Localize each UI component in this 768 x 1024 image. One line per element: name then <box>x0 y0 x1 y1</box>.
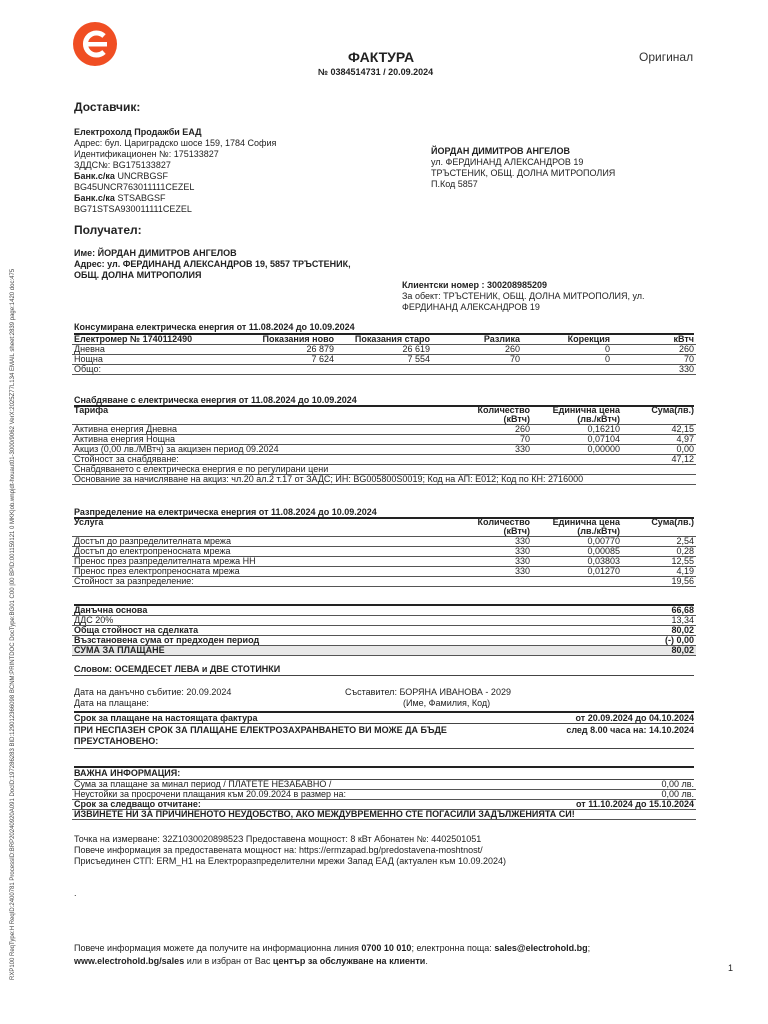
recipient-name: Име: ЙОРДАН ДИМИТРОВ АНГЕЛОВ <box>74 248 237 258</box>
distribution-table <box>72 518 696 587</box>
col-tariff: Тарифа <box>74 406 109 415</box>
author-note: (Име, Фамилия, Код) <box>403 698 491 708</box>
cell: 19,56 <box>671 576 694 586</box>
email-link[interactable]: sales@electrohold.bg <box>494 943 588 953</box>
col-sum: Сума(лв.) <box>651 518 694 527</box>
amount-due-value: 80,02 <box>671 645 694 655</box>
cell: Стойност за снабдяване: <box>74 454 179 464</box>
rule <box>74 675 694 676</box>
cell: 0 <box>604 344 610 354</box>
deadline-label: Срок за плащане на настоящата фактура <box>74 713 258 723</box>
cell: Нощна <box>74 354 103 364</box>
table-row <box>72 790 696 800</box>
tax-event-date: Дата на данъчно събитие: 20.09.2024 <box>74 687 232 697</box>
supplier-block <box>74 127 374 215</box>
author-block <box>345 687 511 709</box>
col-kwh: кВтч <box>673 335 694 344</box>
table-row <box>72 557 696 567</box>
cell: Общо: <box>74 364 101 374</box>
cell: 12,55 <box>671 556 694 566</box>
meter-info <box>74 834 506 867</box>
col-sum: Сума(лв.) <box>651 406 694 415</box>
cell: 0,28 <box>676 546 694 556</box>
cell: Достъп до разпределителната мрежа <box>74 536 231 546</box>
supply-note: Снабдяването с електрическа енергия е по регулирани цени <box>74 464 329 474</box>
cell: Активна енергия Дневна <box>74 424 177 434</box>
tax-base-label: Данъчна основа <box>74 606 148 615</box>
supplier-address: Адрес: бул. Цариградско шосе 159, 1784 София <box>74 138 277 148</box>
vat-value: 13,34 <box>671 615 694 625</box>
cell: Пренос през електропреносната мрежа <box>74 566 240 576</box>
supply-title: Снабдяване с електрическа енергия от 11.08.2024 до 10.09.2024 <box>74 395 357 405</box>
past-due-label: Сума за плащане за минал период / ПЛАТЕТЕ НЕЗАБАВНО / <box>74 780 332 789</box>
page-number: 1 <box>728 963 734 973</box>
cell: 0,00770 <box>587 536 620 546</box>
payment-date: Дата на плащане: <box>74 698 149 708</box>
client-block <box>402 280 645 313</box>
next-reading-label: Срок за следващо отчитане: <box>74 799 201 809</box>
cell: Достъп до електропреносната мрежа <box>74 546 231 556</box>
grid-connection: Присъединен СТП: ERM_H1 на Електроразпределителни мрежи Запад ЕАД (актуален към 10.09.2024) <box>74 856 506 866</box>
table-row <box>72 800 696 810</box>
addressee-block <box>431 146 615 190</box>
supply-table <box>72 406 696 485</box>
important-table <box>72 780 696 820</box>
table-row <box>72 606 696 616</box>
cell: 70 <box>519 434 530 444</box>
supplier-vat: ЗДДС№: BG175133827 <box>74 160 171 170</box>
deadline-value: от 20.09.2024 до 04.10.2024 <box>575 713 694 723</box>
website-link[interactable]: www.electrohold.bg/sales <box>74 956 185 966</box>
col-service: Услуга <box>74 518 104 527</box>
cell: 26 879 <box>306 344 334 354</box>
side-tracking-code: RXP100 ReqType:H ReqID:2400781 ProcessID:BRP20240920A091 DocID:197286283 BID:129012366098 BCNM:PRINTDOC DocType:BG01 C00 |00 BPID:001159121 0 MKK|ob.wnp|dt-houaut01-3000/9062 VerX:2025Z77L134 EMAIL sheet:2839 page:1420 doc:475 <box>10 268 16 980</box>
amount-in-words: Словом: ОСЕМДЕСЕТ ЛЕВА и ДВЕ СТОТИНКИ <box>74 664 281 674</box>
cell: 330 <box>514 444 530 454</box>
cell: 70 <box>683 354 694 364</box>
table-row <box>72 445 696 455</box>
cell: Активна енергия Нощна <box>74 434 176 444</box>
supplier-heading: Доставчик: <box>74 100 141 114</box>
table-row <box>72 537 696 547</box>
hotline-number: 0700 10 010 <box>361 943 412 953</box>
rule <box>74 748 694 749</box>
cell: 330 <box>678 364 694 374</box>
table-row <box>72 465 696 475</box>
col-unit-price: Единична цена (лв./кВтч) <box>552 406 620 424</box>
col-correction: Корекция <box>567 335 610 344</box>
cell: 0,00000 <box>587 444 620 454</box>
cell: 0 <box>604 354 610 364</box>
cell: 47,12 <box>671 454 694 464</box>
power-info-link: Повече информация за предоставената мощност на: https://ermzapad.bg/predostavena-moshtnost/ <box>74 845 483 855</box>
rule <box>74 723 694 724</box>
deal-total-label: Обща стойност на сделката <box>74 625 199 635</box>
dot-mark: . <box>74 888 77 898</box>
cell: Стойност за разпределение: <box>74 576 194 586</box>
cell: 4,19 <box>676 566 694 576</box>
cell: 7 624 <box>311 354 334 364</box>
dates-block <box>74 687 231 709</box>
supplier-iban1: BG45UNCR763011111CEZEL <box>74 182 195 192</box>
electrohold-logo <box>73 22 117 66</box>
cell: 4,97 <box>676 434 694 444</box>
table-row <box>72 567 696 577</box>
col-new: Показания ново <box>262 335 334 344</box>
table-row <box>72 365 696 375</box>
col-diff: Разлика <box>483 335 520 344</box>
table-row <box>72 616 696 626</box>
table-header-row <box>72 518 696 537</box>
cell: 330 <box>514 546 530 556</box>
col-meter: Електромер № 1740112490 <box>74 335 193 344</box>
cell: 260 <box>504 344 520 354</box>
cell: 0,07104 <box>587 434 620 444</box>
refund-label: Възстановена сума от предходен период <box>74 635 260 645</box>
cell: 0,01270 <box>587 566 620 576</box>
excise-basis-note: Основание за начисляване на акциз: чл.20 ал.2 т.17 от ЗАДС; ИН: BG005800S0019; Код на АП: Е012; Код по КН: 2716000 <box>74 474 584 484</box>
cell: 2,54 <box>676 536 694 546</box>
disconnect-warning: ПРИ НЕСПАЗЕН СРОК ЗА ПЛАЩАНЕ ЕЛЕКТРОЗАХРАНВАНЕТО ВИ МОЖЕ ДА БЪДЕ ПРЕУСТАНОВЕНО: <box>74 725 447 746</box>
cell: 70 <box>509 354 520 364</box>
col-qty: Количество (кВтч) <box>477 518 530 536</box>
deal-total-value: 80,02 <box>671 625 694 635</box>
addressee-line2: ТРЪСТЕНИК, ОБЩ. ДОЛНА МИТРОПОЛИЯ <box>431 168 616 178</box>
refund-value: (-) 0,00 <box>664 635 694 645</box>
table-row <box>72 435 696 445</box>
disconnect-date: след 8.00 часа на: 14.10.2024 <box>566 725 694 735</box>
original-label: Оригинал <box>639 50 694 64</box>
cell: 330 <box>514 556 530 566</box>
cell: 260 <box>678 344 694 354</box>
addressee-line1: ул. ФЕРДИНАНД АЛЕКСАНДРОВ 19 <box>431 157 584 167</box>
table-row <box>72 455 696 465</box>
recipient-address1: Адрес: ул. ФЕРДИНАНД АЛЕКСАНДРОВ 19, 5857 ТРЪСТЕНИК, <box>74 259 351 269</box>
penalty-label: Неустойки за просрочени плащания към 20.09.2024 в размер на: <box>74 789 347 799</box>
client-object1: За обект: ТРЪСТЕНИК, ОБЩ. ДОЛНА МИТРОПОЛИЯ, ул. <box>402 291 645 301</box>
supplier-name: Електрохолд Продажби ЕАД <box>74 127 202 137</box>
cell: 7 554 <box>407 354 430 364</box>
important-title: ВАЖНА ИНФОРМАЦИЯ: <box>74 768 181 778</box>
table-row <box>72 810 696 820</box>
cell: 0,00085 <box>587 546 620 556</box>
table-header-row <box>72 406 696 425</box>
col-qty: Количество (кВтч) <box>477 406 530 424</box>
service-center-text: център за обслужване на клиенти <box>272 956 426 966</box>
tax-base-value: 66,68 <box>671 606 694 615</box>
table-row <box>72 636 696 646</box>
cell: Дневна <box>74 344 105 354</box>
cell: 0,00 <box>676 444 694 454</box>
consumption-table <box>72 335 696 375</box>
penalty-value: 0,00 лв. <box>661 789 694 799</box>
table-row <box>72 646 696 656</box>
amount-due-label: СУМА ЗА ПЛАЩАНЕ <box>74 645 165 655</box>
cell: Акциз (0,00 лв./МВтч) за акцизен период 09.2024 <box>74 444 279 454</box>
table-row <box>72 626 696 636</box>
supplier-bank1: Банк.с/ка UNCRBGSF <box>74 171 168 181</box>
cell: 330 <box>514 566 530 576</box>
apology-note: ИЗВИНЕТЕ НИ ЗА ПРИЧИНЕНОТО НЕУДОБСТВО, АКО МЕЖДУВРЕМЕННО СТЕ ПОГАСИЛИ ЗАДЪЛЖЕНИЯТА СИ! <box>74 809 575 819</box>
cell: 0,16210 <box>587 424 620 434</box>
supplier-idn: Идентификационен №: 175133827 <box>74 149 219 159</box>
cell: 0,03803 <box>587 556 620 566</box>
table-row <box>72 355 696 365</box>
invoice-title: ФАКТУРА <box>348 49 415 65</box>
table-row <box>72 345 696 355</box>
invoice-number: № 0384514731 / 20.09.2024 <box>318 67 434 77</box>
distribution-title: Разпределение на електрическа енергия от 11.08.2024 до 10.09.2024 <box>74 507 377 517</box>
metering-point: Точка на измерване: 32Z103002089852З Предоставена мощност: 8 кВт Абонатен №: 4402501051 <box>74 834 482 844</box>
cell: Пренос през разпределителната мрежа НН <box>74 556 256 566</box>
client-object2: ФЕРДИНАНД АЛЕКСАНДРОВ 19 <box>402 302 540 312</box>
cell: 260 <box>514 424 530 434</box>
cell: 26 619 <box>402 344 430 354</box>
addressee-name: ЙОРДАН ДИМИТРОВ АНГЕЛОВ <box>431 146 570 156</box>
table-row <box>72 425 696 435</box>
supplier-iban2: BG71STSA930011111CEZEL <box>74 204 192 214</box>
table-row <box>72 547 696 557</box>
consumption-title: Консумирана електрическа енергия от 11.08.2024 до 10.09.2024 <box>74 322 355 332</box>
cell: 330 <box>514 536 530 546</box>
col-old: Показания старо <box>354 335 430 344</box>
footer-info: Повече информация можете да получите на информационна линия 0700 10 010; електронна поща: sales@electrohold.bg; www.electrohold.bg/sales или в избран от Вас център за обслужване на клиенти. <box>74 943 591 966</box>
recipient-block <box>74 248 351 281</box>
past-due-value: 0,00 лв. <box>661 780 694 789</box>
table-header-row <box>72 335 696 345</box>
next-reading-value: от 11.10.2024 до 15.10.2024 <box>576 799 694 809</box>
supplier-bank2: Банк.с/ка STSABGSF <box>74 193 166 203</box>
client-number: Клиентски номер : 300208985209 <box>402 280 548 290</box>
table-row <box>72 577 696 587</box>
col-unit-price: Единична цена (лв./кВтч) <box>552 518 620 536</box>
table-row <box>72 780 696 790</box>
author: Съставител: БОРЯНА ИВАНОВА - 2029 <box>345 687 511 697</box>
recipient-address2: ОБЩ. ДОЛНА МИТРОПОЛИЯ <box>74 270 202 280</box>
addressee-line3: П.Код 5857 <box>431 179 478 189</box>
recipient-heading: Получател: <box>74 223 142 237</box>
totals-table <box>72 606 696 656</box>
table-row <box>72 475 696 485</box>
cell: 42,15 <box>671 424 694 434</box>
vat-label: ДДС 20% <box>74 615 114 625</box>
